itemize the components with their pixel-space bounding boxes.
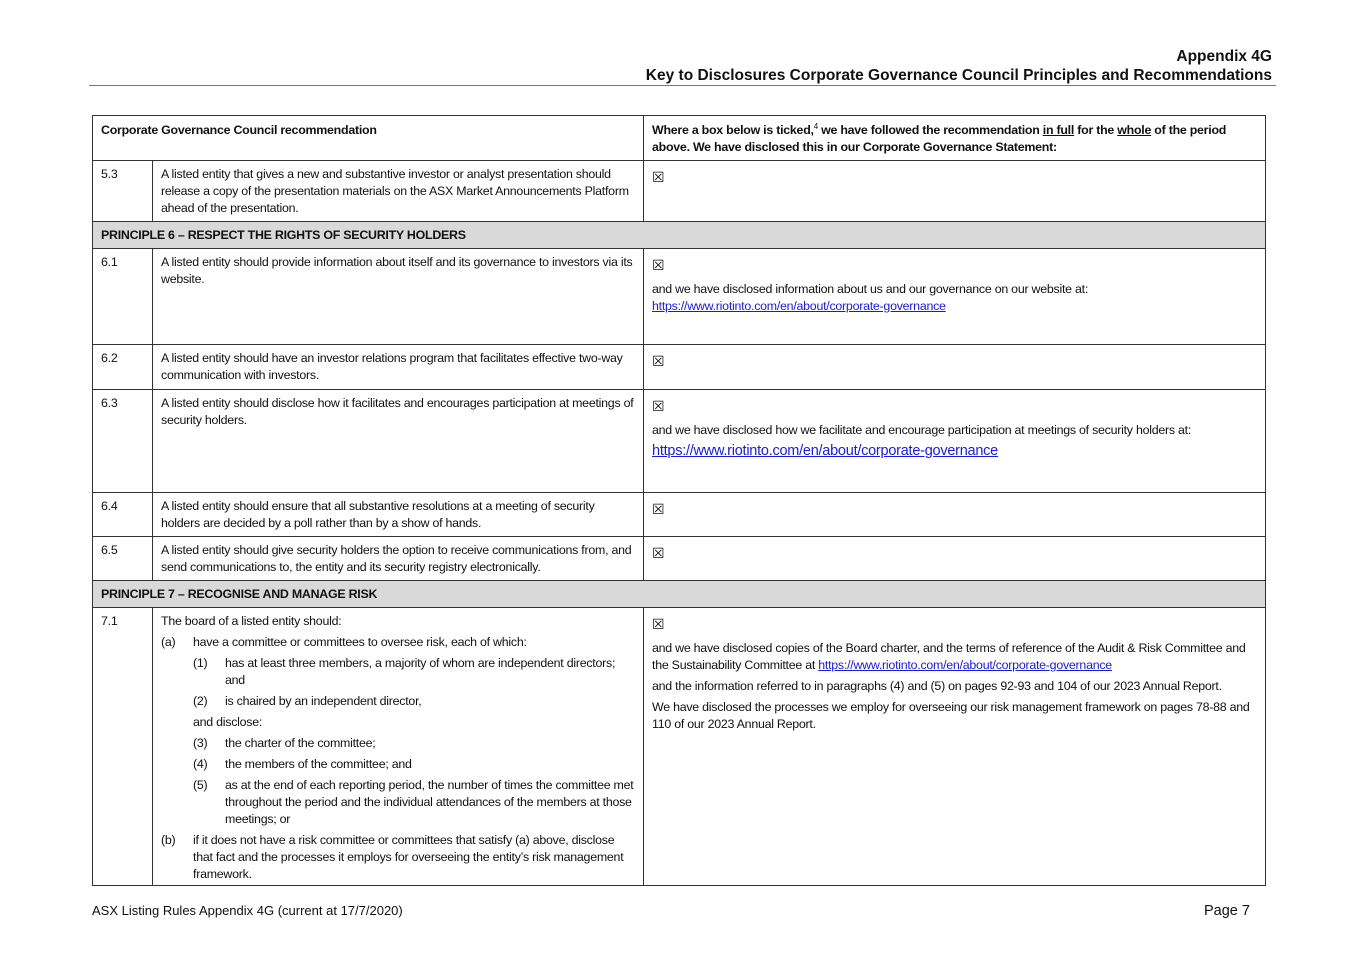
table-header-row: [93, 116, 1266, 161]
table-row: [93, 345, 1266, 390]
rec-text: A listed entity should provide information about itself and its governance to investors via its website.: [153, 249, 644, 345]
appendix-title: Appendix 4G: [1176, 48, 1272, 65]
checked-box-icon[interactable]: ☒: [652, 617, 665, 633]
list-item: [161, 735, 635, 752]
disclosure-cell: [644, 345, 1266, 390]
rec-intro: The board of a listed entity should:: [161, 614, 342, 628]
disclosure-text: We have disclosed the processes we employ for overseeing our risk management framework on pages 78-88 and 110 of our 2023 Annual Report.: [652, 700, 1250, 731]
rec-number: 7.1: [93, 608, 153, 886]
checked-box-icon[interactable]: ☒: [652, 170, 665, 186]
list-text: have a committee or committees to oversee risk, each of which:: [193, 635, 527, 649]
list-item: [161, 693, 635, 710]
list-item: [161, 832, 635, 883]
rec-number: 6.5: [93, 537, 153, 581]
principle-row: [93, 581, 1266, 608]
list-item: [161, 655, 635, 689]
disclosure-cell: [644, 161, 1266, 222]
list-label: (3): [193, 736, 208, 750]
disclosure-cell: [644, 608, 1266, 886]
rec-text: A listed entity should ensure that all substantive resolutions at a meeting of security holders are decided by a poll rather than by a show of hands.: [153, 493, 644, 537]
footer-source: ASX Listing Rules Appendix 4G (current at 17/7/2020): [92, 903, 403, 918]
table-row: [93, 608, 1266, 886]
rec-text: A listed entity should give security holders the option to receive communications from, and send communications to, the entity and its security registry electronically.: [153, 537, 644, 581]
in-full-text: in full: [1042, 123, 1075, 137]
and-disclose-text: and disclose:: [193, 715, 263, 729]
col-header-disclosure: [644, 116, 1266, 161]
col2-header-text-3: for the: [1074, 123, 1118, 137]
list-label: (5): [193, 778, 208, 792]
page-header: [646, 47, 1272, 85]
principle-6-heading: PRINCIPLE 6 – RESPECT THE RIGHTS OF SECURITY HOLDERS: [93, 222, 1266, 249]
list-text: is chaired by an independent director,: [225, 694, 422, 708]
rec-text: A listed entity should disclose how it facilitates and encourages participation at meetings of security holders.: [153, 390, 644, 493]
disclosure-text: and we have disclosed how we facilitate and encourage participation at meetings of security holders at:: [652, 423, 1192, 437]
governance-link[interactable]: https://www.riotinto.com/en/about/corporate-governance: [652, 299, 946, 313]
list-label: (1): [193, 656, 208, 670]
appendix-subtitle: Key to Disclosures Corporate Governance Council Principles and Recommendations: [645, 67, 1272, 84]
rec-text: A listed entity should have an investor relations program that facilitates effective two-way communication with investors.: [153, 345, 644, 390]
checked-box-icon[interactable]: ☒: [652, 399, 665, 415]
list-text: if it does not have a risk committee or committees that satisfy (a) above, disclose that fact and the processes it employs for overseeing the entity’s risk management framework.: [193, 833, 624, 881]
principle-row: [93, 222, 1266, 249]
rec-number: 5.3: [93, 161, 153, 222]
col2-header-text-4: of the period above. We have disclosed this in our Corporate Governance Statement:: [652, 123, 1227, 154]
list-label: (4): [193, 757, 208, 771]
list-label: (a): [161, 635, 176, 649]
list-text: the charter of the committee;: [225, 736, 376, 750]
disclosure-cell: [644, 390, 1266, 493]
table-row: [93, 537, 1266, 581]
governance-link[interactable]: https://www.riotinto.com/en/about/corporate-governance: [818, 658, 1112, 672]
list-text: has at least three members, a majority of whom are independent directors; and: [225, 656, 616, 687]
recommendations-table: [92, 115, 1266, 886]
rec-number: 6.2: [93, 345, 153, 390]
list-item: [161, 756, 635, 773]
list-text: as at the end of each reporting period, the number of times the committee met throughout the period and the individual attendances of the members at those meetings; or: [225, 778, 634, 826]
disclosure-text-part: and we have disclosed copies of the Board charter, and the terms of reference of the Audit & Risk Committee and the Sustainability Committee at: [652, 641, 1246, 672]
checked-box-icon[interactable]: ☒: [652, 502, 665, 518]
checked-box-icon[interactable]: ☒: [652, 354, 665, 370]
rec-number: 6.3: [93, 390, 153, 493]
checked-box-icon[interactable]: ☒: [652, 546, 665, 562]
table-row: [93, 390, 1266, 493]
principle-7-heading: PRINCIPLE 7 – RECOGNISE AND MANAGE RISK: [93, 581, 1266, 608]
col2-header-text-2: we have followed the recommendation: [817, 123, 1043, 137]
disclosure-text: and the information referred to in paragraphs (4) and (5) on pages 92-93 and 104 of our 2023 Annual Report.: [652, 679, 1222, 693]
col2-header-text-1: Where a box below is ticked,: [652, 123, 814, 137]
whole-text: whole: [1117, 123, 1152, 137]
checked-box-icon[interactable]: ☒: [652, 258, 665, 274]
col-header-recommendation: Corporate Governance Council recommendation: [93, 116, 644, 161]
list-label: (2): [193, 694, 208, 708]
rec-number: 6.4: [93, 493, 153, 537]
disclosure-cell: [644, 249, 1266, 345]
footnote-marker: 4: [813, 121, 818, 131]
rec-number: 6.1: [93, 249, 153, 345]
disclosure-cell: [644, 537, 1266, 581]
table-row: [93, 161, 1266, 222]
list-label: (b): [161, 833, 176, 847]
disclosure-text: [652, 640, 1257, 674]
rec-text: [153, 608, 644, 886]
list-item: [161, 777, 635, 828]
table-row: [93, 249, 1266, 345]
rec-text: A listed entity that gives a new and substantive investor or analyst presentation should release a copy of the presentation materials on the ASX Market Announcements Platform ahead of the presentation.: [153, 161, 644, 222]
disclosure-text: and we have disclosed information about us and our governance on our website at:: [652, 282, 1089, 296]
page-number: Page 7: [1204, 903, 1250, 919]
header-divider: [89, 85, 1276, 86]
table-row: [93, 493, 1266, 537]
list-text: the members of the committee; and: [225, 757, 412, 771]
list-item: [161, 634, 635, 651]
disclosure-cell: [644, 493, 1266, 537]
governance-link[interactable]: https://www.riotinto.com/en/about/corporate-governance: [652, 443, 998, 459]
